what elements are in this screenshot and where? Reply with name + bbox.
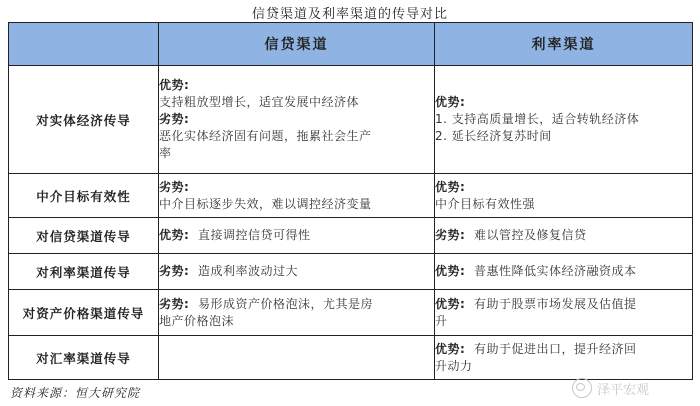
rate-text: 有助于促进出口，提升经济回	[473, 341, 637, 356]
rate-line	[435, 227, 692, 244]
credit-channel-cell	[159, 336, 435, 380]
row-header: 对利率渠道传导	[9, 254, 159, 290]
credit-channel-cell	[159, 290, 435, 336]
credit-text: 率	[159, 146, 172, 160]
rate-channel-cell	[435, 290, 693, 336]
credit-label: 优势:	[159, 78, 190, 92]
rate-line	[435, 296, 692, 313]
rate-line	[435, 263, 692, 280]
rate-label: 劣势:	[435, 228, 466, 242]
wechat-icon	[572, 378, 592, 398]
row-header: 对资产价格渠道传导	[9, 290, 159, 336]
table-row	[9, 218, 693, 254]
credit-text: 中介目标逐步失效，难以调控经济变量	[159, 196, 372, 211]
row-header: 对汇率渠道传导	[9, 336, 159, 380]
rate-text: 普惠性降低实体经济融资成本	[473, 264, 637, 278]
rate-channel-cell	[435, 254, 693, 290]
header-row	[9, 23, 693, 66]
credit-channel-cell	[159, 174, 435, 218]
table-row	[9, 174, 693, 218]
rate-line	[435, 341, 692, 358]
source-note: 资料来源：恒大研究院	[10, 386, 141, 400]
credit-text: 造成利率波动过大	[197, 264, 298, 278]
rate-label: 优势:	[435, 264, 466, 278]
rate-text: 升动力	[435, 358, 473, 373]
rate-label: 优势:	[435, 95, 466, 109]
table-row	[9, 66, 693, 174]
row-header: 中介目标有效性	[9, 174, 159, 218]
credit-text: 恶化实体经济固有问题，拖累社会生产	[159, 129, 372, 143]
credit-line	[159, 227, 434, 244]
rate-text: 2. 延长经济复苏时间	[435, 129, 552, 143]
credit-line	[159, 263, 434, 280]
rate-text: 难以管控及修复信贷	[473, 228, 587, 242]
table-row	[9, 290, 693, 336]
rate-text: 有助于股票市场发展及估值提	[473, 296, 637, 311]
credit-label: 劣势:	[159, 179, 190, 194]
rate-channel-cell	[435, 336, 693, 380]
credit-label: 劣势:	[159, 112, 190, 126]
rate-channel-cell	[435, 174, 693, 218]
header-corner	[9, 23, 159, 66]
credit-label: 劣势:	[159, 264, 190, 278]
credit-label: 劣势:	[159, 296, 190, 311]
watermark-text: 泽平宏观	[597, 382, 650, 398]
rate-channel-cell	[435, 66, 693, 174]
rate-label: 优势:	[435, 179, 466, 194]
row-header: 对实体经济传导	[9, 66, 159, 174]
rate-text: 升	[435, 313, 448, 328]
credit-label: 优势:	[159, 228, 190, 242]
rate-channel-cell	[435, 218, 693, 254]
credit-line	[159, 296, 434, 313]
credit-text: 直接调控信贷可得性	[197, 228, 311, 242]
table-title: 信贷渠道及利率渠道的传导对比	[251, 7, 448, 22]
credit-channel-cell	[159, 218, 435, 254]
credit-channel-cell	[159, 254, 435, 290]
rate-text: 1. 支持高质量增长，适合转轨经济体	[435, 112, 640, 126]
credit-channel-cell	[159, 66, 435, 174]
credit-text: 支持粗放型增长，适宜发展中经济体	[159, 95, 360, 109]
table-row	[9, 254, 693, 290]
credit-text: 地产价格泡沫	[159, 313, 235, 328]
table-row	[9, 336, 693, 380]
row-header: 对信贷渠道传导	[9, 218, 159, 254]
rate-label: 优势:	[435, 341, 466, 356]
watermark	[572, 378, 649, 398]
header-credit-channel: 信贷渠道	[159, 23, 435, 66]
credit-text: 易形成资产价格泡沫，尤其是房	[197, 296, 373, 311]
rate-label: 优势:	[435, 296, 466, 311]
header-rate-channel: 利率渠道	[435, 23, 693, 66]
comparison-table	[8, 22, 693, 380]
rate-text: 中介目标有效性强	[435, 196, 536, 211]
